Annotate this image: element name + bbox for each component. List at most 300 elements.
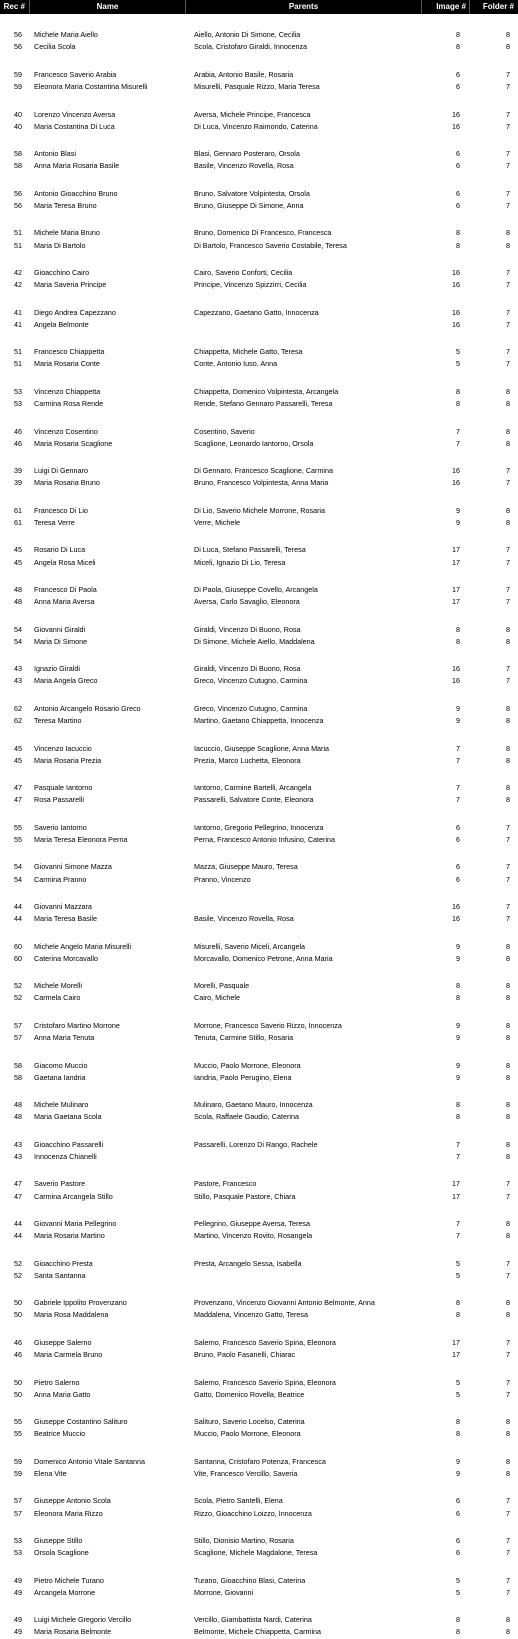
- table-row: [0, 1032, 518, 1044]
- table-row: [0, 663, 518, 675]
- parents-cell: Arabia, Antonio Basile, Rosaria: [194, 69, 294, 79]
- name-cell: Maria Teresa Bruno: [34, 200, 97, 210]
- rec-cell: 51: [14, 240, 22, 250]
- folder-cell: 7: [506, 1389, 510, 1399]
- rec-cell: 59: [14, 1468, 22, 1478]
- folder-cell: 7: [506, 874, 510, 884]
- rec-cell: 44: [14, 902, 22, 911]
- image-cell: 6: [456, 822, 460, 832]
- name-cell: Francesco Saverio Arabia: [34, 69, 117, 79]
- group-spacer: [0, 1599, 518, 1614]
- table-row: [0, 715, 518, 727]
- group-spacer: [0, 807, 518, 822]
- parents-cell: [186, 1151, 422, 1163]
- table-row: [0, 1456, 518, 1468]
- table-row: [0, 438, 518, 450]
- image-cell: 16: [452, 664, 460, 674]
- table-row: [0, 1258, 518, 1270]
- image-cell: 17: [452, 1337, 460, 1347]
- image-cell: 9: [456, 1468, 460, 1478]
- parents-cell: Scola, Cristofaro Giraldi, Innocenza: [194, 42, 308, 52]
- rec-cell: 49: [14, 1615, 22, 1625]
- table-row: [0, 29, 518, 41]
- parents-cell: Di Gennaro, Francesco Scaglione, Carmina: [194, 466, 334, 476]
- rec-cell: 49: [14, 1627, 22, 1637]
- image-cell: 9: [456, 1060, 460, 1070]
- rec-cell: 42: [14, 280, 22, 290]
- group-spacer: [0, 1480, 518, 1495]
- table-row: [0, 465, 518, 477]
- table-row: [0, 992, 518, 1004]
- parents-cell: Chiappetta, Domenico Volpintesta, Arcangela: [194, 386, 339, 396]
- folder-cell: 7: [506, 1270, 510, 1280]
- table-row: [0, 557, 518, 569]
- folder-cell: 7: [506, 1587, 510, 1597]
- rec-cell: 57: [14, 1508, 22, 1518]
- rec-cell: 59: [14, 82, 22, 92]
- image-cell: 6: [456, 188, 460, 198]
- folder-cell: 8: [506, 624, 510, 634]
- folder-cell: 7: [506, 359, 510, 369]
- parents-cell: Basile, Vincenzo Rovella, Rosa: [194, 914, 294, 924]
- table-row: [0, 1614, 518, 1626]
- folder-cell: 7: [506, 69, 510, 79]
- table-row: [0, 505, 518, 517]
- name-cell: Maria Saveria Principe: [34, 280, 107, 290]
- image-cell: 5: [456, 1389, 460, 1399]
- table-row: [0, 1060, 518, 1072]
- image-cell: 9: [456, 953, 460, 963]
- parents-cell: Giraldi, Vincenzo Di Buono, Rosa: [194, 664, 301, 674]
- name-cell: Francesco Di Paola: [34, 585, 97, 594]
- table-row: [0, 517, 518, 529]
- folder-cell: 7: [506, 149, 510, 159]
- parents-cell: Turano, Gioacchino Blasi, Caterina: [194, 1575, 306, 1585]
- name-cell: Maria Rosa Maddalena: [34, 1310, 109, 1320]
- rec-cell: 52: [14, 1270, 22, 1280]
- parents-cell: Stillo, Pasquale Pastore, Chiara: [194, 1191, 296, 1201]
- header-image: Image #: [422, 0, 470, 14]
- table-row: [0, 782, 518, 794]
- table-row: [0, 953, 518, 965]
- rec-cell: 53: [14, 386, 22, 396]
- image-cell: 6: [456, 69, 460, 79]
- name-cell: Maria Angela Greco: [34, 676, 98, 686]
- name-cell: Orsola Scaglione: [34, 1548, 89, 1558]
- parents-cell: Di Paola, Giuseppe Covello, Arcangela: [194, 585, 318, 594]
- folder-cell: 8: [506, 783, 510, 793]
- parents-cell: Rizzo, Gioacchino Loizzo, Innocenza: [194, 1508, 312, 1518]
- rec-cell: 52: [14, 1258, 22, 1268]
- name-cell: Teresa Martino: [34, 716, 82, 726]
- table-row: [0, 307, 518, 319]
- table-row: [0, 346, 518, 358]
- table-row: [0, 81, 518, 93]
- group-spacer: [0, 569, 518, 584]
- rec-cell: 46: [14, 1337, 22, 1347]
- folder-cell: 8: [506, 240, 510, 250]
- group-spacer: [0, 1005, 518, 1020]
- image-cell: 8: [456, 1615, 460, 1625]
- rec-cell: 62: [14, 703, 22, 713]
- rec-cell: 49: [14, 1587, 22, 1597]
- group-spacer: [0, 1559, 518, 1574]
- name-cell: Carmina Pranno: [34, 874, 87, 884]
- image-cell: 16: [452, 280, 460, 290]
- parents-cell: Conte, Antonio Iuso, Anna: [194, 359, 278, 369]
- group-spacer: [0, 212, 518, 227]
- image-cell: 6: [456, 1548, 460, 1558]
- name-cell: Michele Maria Aiello: [34, 30, 98, 40]
- image-cell: 8: [456, 624, 460, 634]
- name-cell: Gaetana Iandria: [34, 1072, 86, 1082]
- rec-cell: 55: [14, 1429, 22, 1439]
- image-cell: 16: [452, 319, 460, 329]
- name-cell: Elena Vite: [34, 1468, 67, 1478]
- parents-cell: Morcavallo, Domenico Petrone, Anna Maria: [194, 953, 333, 963]
- name-cell: Carmina Rosa Rende: [34, 399, 104, 409]
- image-cell: 9: [456, 1456, 460, 1466]
- table-row: [0, 1575, 518, 1587]
- parents-cell: Santanna, Cristofaro Potenza, Francesca: [194, 1456, 326, 1466]
- table-row: [0, 794, 518, 806]
- parents-cell: Martino, Gaetano Chiappetta, Innocenza: [194, 716, 324, 726]
- table-row: [0, 148, 518, 160]
- folder-cell: 8: [506, 386, 510, 396]
- rec-cell: 44: [14, 1219, 22, 1228]
- folder-cell: 7: [506, 319, 510, 329]
- table-row: [0, 188, 518, 200]
- rec-cell: 47: [14, 1179, 22, 1189]
- rec-cell: 47: [14, 783, 22, 793]
- table-row: [0, 1535, 518, 1547]
- table-row: [0, 1626, 518, 1638]
- table-header: [0, 0, 518, 14]
- parents-cell: Iandria, Paolo Perugino, Elena: [194, 1072, 292, 1082]
- group-spacer: [0, 608, 518, 623]
- group-spacer: [0, 1124, 518, 1139]
- rec-cell: 40: [14, 121, 22, 131]
- folder-cell: 7: [506, 914, 510, 924]
- parents-cell: Pellegrino, Giuseppe Aversa, Teresa: [194, 1219, 311, 1228]
- folder-cell: 7: [506, 1508, 510, 1518]
- folder-cell: 8: [506, 426, 510, 436]
- parents-cell: Passarelli, Salvatore Conte, Eleonora: [194, 795, 314, 805]
- folder-cell: 7: [506, 664, 510, 674]
- table-row: [0, 1349, 518, 1361]
- table-row: [0, 267, 518, 279]
- image-cell: 9: [456, 505, 460, 515]
- name-cell: Giovanni Simone Mazza: [34, 862, 112, 872]
- folder-cell: 7: [506, 1337, 510, 1347]
- name-cell: Maria Teresa Basile: [34, 914, 97, 924]
- name-cell: Domenico Antonio Vitale Santanna: [34, 1456, 145, 1466]
- parents-cell: Mazza, Giuseppe Mauro, Teresa: [194, 862, 298, 872]
- header-name: Name: [30, 0, 186, 14]
- folder-cell: 8: [506, 1112, 510, 1122]
- image-cell: 8: [456, 1310, 460, 1320]
- table-row: [0, 743, 518, 755]
- image-cell: 5: [456, 1377, 460, 1387]
- folder-cell: 8: [506, 1417, 510, 1427]
- rec-cell: 39: [14, 466, 22, 476]
- rec-cell: 55: [14, 1417, 22, 1427]
- name-cell: Michele Maria Bruno: [34, 228, 100, 238]
- name-cell: Lorenzo Vincenzo Aversa: [34, 109, 116, 119]
- table-row: [0, 1547, 518, 1559]
- parents-cell: Scola, Raffaele Gaudio, Caterina: [194, 1112, 299, 1122]
- folder-cell: 7: [506, 188, 510, 198]
- image-cell: 8: [456, 993, 460, 1003]
- parents-cell: Capezzano, Gaetano Gatto, Innocenza: [194, 307, 319, 317]
- folder-cell: 8: [506, 1033, 510, 1043]
- parents-cell: Greco, Vincenzo Cutugno, Carmina: [194, 703, 308, 713]
- folder-cell: 7: [506, 280, 510, 290]
- parents-cell: Cairo, Saverio Conforti, Cecilia: [194, 268, 293, 277]
- parents-cell: Perna, Francesco Antonio Infusino, Caterina: [194, 834, 336, 844]
- table-row: [0, 901, 518, 913]
- rec-cell: 42: [14, 268, 22, 277]
- table-row: [0, 426, 518, 438]
- rec-cell: 44: [14, 914, 22, 924]
- name-cell: Teresa Verre: [34, 517, 75, 527]
- parents-cell: Gatto, Domenico Rovella, Beatrice: [194, 1389, 305, 1399]
- folder-cell: 8: [506, 941, 510, 951]
- group-spacer: [0, 648, 518, 663]
- name-cell: Carmina Arcangela Stillo: [34, 1191, 113, 1201]
- name-cell: Ignazio Giraldi: [34, 664, 80, 674]
- folder-cell: 7: [506, 478, 510, 488]
- folder-cell: 7: [506, 585, 510, 594]
- folder-cell: 8: [506, 1231, 510, 1241]
- group-spacer: [0, 1044, 518, 1059]
- header-rec: Rec #: [0, 0, 30, 14]
- name-cell: Innocenza Chianelli: [34, 1151, 97, 1161]
- name-cell: Eleonora Maria Rizzo: [34, 1508, 103, 1518]
- rec-cell: 56: [14, 30, 22, 40]
- folder-cell: 8: [506, 716, 510, 726]
- image-cell: 6: [456, 1536, 460, 1545]
- name-cell: Vincenzo Cosentino: [34, 426, 98, 436]
- name-cell: Maria Rosaria Scaglione: [34, 438, 113, 448]
- group-spacer: [0, 1242, 518, 1257]
- rec-cell: 45: [14, 755, 22, 765]
- rec-cell: 47: [14, 795, 22, 805]
- table-row: [0, 1468, 518, 1480]
- name-cell: Pasquale Iantorno: [34, 783, 93, 793]
- parents-cell: Iantorno, Carmine Bartelli, Arcangela: [194, 783, 312, 793]
- folder-cell: 8: [506, 993, 510, 1003]
- parents-cell: Muccio, Paolo Morrone, Eleonora: [194, 1060, 301, 1070]
- parents-cell: Morelli, Pasquale: [194, 981, 250, 991]
- group-spacer: [0, 252, 518, 267]
- folder-cell: 8: [506, 755, 510, 765]
- table-row: [0, 1139, 518, 1151]
- folder-cell: 7: [506, 597, 510, 607]
- folder-cell: 7: [506, 834, 510, 844]
- group-spacer: [0, 767, 518, 782]
- table-row: [0, 386, 518, 398]
- header-folder: Folder #: [482, 2, 514, 11]
- rec-cell: 56: [14, 188, 22, 198]
- image-cell: 6: [456, 200, 460, 210]
- name-cell: Antonio Gioacchino Bruno: [34, 188, 118, 198]
- parents-cell: Di Lio, Saverio Michele Morrone, Rosaria: [194, 505, 326, 515]
- folder-cell: 7: [506, 268, 510, 277]
- folder-cell: 8: [506, 228, 510, 238]
- image-cell: 9: [456, 1033, 460, 1043]
- rec-cell: 59: [14, 69, 22, 79]
- image-cell: 5: [456, 1270, 460, 1280]
- group-spacer: [0, 1163, 518, 1178]
- image-cell: 5: [456, 359, 460, 369]
- folder-cell: 8: [506, 1429, 510, 1439]
- name-cell: Michele Morelli: [34, 981, 82, 991]
- image-cell: 17: [452, 1350, 460, 1360]
- name-cell: Gabriele Ippolito Provenzano: [34, 1298, 127, 1308]
- parents-cell: Scaglione, Leonardo Iantorno, Orsola: [194, 438, 314, 448]
- parents-cell: Bruno, Domenico Di Francesco, Francesca: [194, 228, 332, 238]
- parents-cell: Scola, Pietro Santelli, Elena: [194, 1496, 283, 1506]
- parents-cell: Di Luca, Stefano Passarelli, Teresa: [194, 545, 306, 555]
- folder-cell: 8: [506, 1020, 510, 1030]
- folder-cell: 8: [506, 953, 510, 963]
- parents-cell: Pastore, Francesco: [194, 1179, 257, 1189]
- parents-cell: Morrone, Giovanni: [194, 1587, 254, 1597]
- rec-cell: 52: [14, 981, 22, 991]
- rec-cell: 40: [14, 109, 22, 119]
- rec-cell: 45: [14, 743, 22, 753]
- name-cell: Saverio Iantorno: [34, 822, 87, 832]
- rec-cell: 43: [14, 1139, 22, 1149]
- folder-cell: 7: [506, 1258, 510, 1268]
- name-cell: Angela Belmonte: [34, 319, 89, 329]
- group-spacer: [0, 490, 518, 505]
- name-cell: Arcangela Morrone: [34, 1587, 96, 1597]
- parents-cell: Morrone, Francesco Saverio Rizzo, Innocenza: [194, 1020, 342, 1030]
- name-cell: Maria Di Bartolo: [34, 240, 86, 250]
- table-row: [0, 861, 518, 873]
- name-cell: Giuseppe Salerno: [34, 1337, 92, 1347]
- parents-cell: Verre, Michele: [194, 517, 240, 527]
- rec-cell: 62: [14, 716, 22, 726]
- image-cell: 16: [452, 478, 460, 488]
- rec-cell: 46: [14, 438, 22, 448]
- name-cell: Michele Mulinaro: [34, 1100, 89, 1110]
- rec-cell: 58: [14, 1060, 22, 1070]
- rec-cell: 57: [14, 1033, 22, 1043]
- folder-cell: 8: [506, 399, 510, 409]
- group-spacer: [0, 688, 518, 703]
- rec-cell: 46: [14, 426, 22, 436]
- name-cell: Maria Rosaria Bruno: [34, 478, 100, 488]
- rec-cell: 54: [14, 862, 22, 872]
- rec-cell: 50: [14, 1298, 22, 1308]
- image-cell: 9: [456, 1072, 460, 1082]
- group-spacer: [0, 1401, 518, 1416]
- parents-cell: Chiappetta, Michele Gatto, Teresa: [194, 347, 303, 357]
- table-row: [0, 240, 518, 252]
- table-row: [0, 1099, 518, 1111]
- image-cell: 17: [452, 557, 460, 567]
- rec-cell: 45: [14, 557, 22, 567]
- folder-cell: 8: [506, 1615, 510, 1625]
- folder-cell: 8: [506, 1151, 510, 1161]
- name-cell: Michele Angelo Maria Misurelli: [34, 941, 132, 951]
- name-cell: Vincenzo Iacuccio: [34, 743, 92, 753]
- parents-cell: Greco, Vincenzo Cutugno, Carmina: [194, 676, 308, 686]
- parents-cell: Iacuccio, Giuseppe Scaglione, Anna Maria: [194, 743, 330, 753]
- group-spacer: [0, 925, 518, 940]
- parents-cell: Salituro, Saverio Locelso, Caterina: [194, 1417, 305, 1427]
- table-row: [0, 1389, 518, 1401]
- table-row: [0, 755, 518, 767]
- parents-cell: Bruno, Salvatore Volpintesta, Orsola: [194, 188, 310, 198]
- group-spacer: [0, 886, 518, 901]
- name-cell: Maria Rosaria Martino: [34, 1231, 105, 1241]
- parents-cell: Pranno, Vincenzo: [194, 874, 251, 884]
- parents-cell: Bruno, Paolo Fasanelli, Chiarac: [194, 1350, 296, 1360]
- name-cell: Rosario Di Luca: [34, 545, 86, 555]
- parents-cell: Giraldi, Vincenzo Di Buono, Rosa: [194, 624, 301, 634]
- image-cell: 7: [456, 438, 460, 448]
- table-row: [0, 636, 518, 648]
- table-row: [0, 358, 518, 370]
- parents-cell: Mulinaro, Gaetano Mauro, Innocenza: [194, 1100, 313, 1110]
- parents-cell: Vercillo, Giambattista Nardi, Caterina: [194, 1615, 312, 1625]
- parents-cell: Di Simone, Michele Aiello, Maddalena: [194, 636, 315, 646]
- rec-cell: 51: [14, 347, 22, 357]
- folder-cell: 8: [506, 42, 510, 52]
- image-cell: 5: [456, 1575, 460, 1585]
- image-cell: 7: [456, 795, 460, 805]
- image-cell: 9: [456, 1020, 460, 1030]
- parents-cell: Principe, Vincenzo Spizzirri, Cecilia: [194, 280, 307, 290]
- group-spacer: [0, 54, 518, 69]
- folder-cell: 8: [506, 438, 510, 448]
- table-row: [0, 69, 518, 81]
- image-cell: 7: [456, 755, 460, 765]
- table-row: [0, 1337, 518, 1349]
- image-cell: 8: [456, 386, 460, 396]
- name-cell: Anna Maria Aversa: [34, 597, 95, 607]
- folder-cell: 8: [506, 981, 510, 991]
- folder-cell: 7: [506, 200, 510, 210]
- image-cell: 6: [456, 874, 460, 884]
- rec-cell: 45: [14, 545, 22, 555]
- name-cell: Giuseppe Stillo: [34, 1536, 83, 1545]
- parents-cell: Maddalena, Vincenzo Gatto, Teresa: [194, 1310, 309, 1320]
- parents-cell: Di Luca, Vincenzo Raimondo, Caterina: [194, 121, 318, 131]
- name-cell: Carmela Cairo: [34, 993, 81, 1003]
- name-cell: Maria Di Simone: [34, 636, 88, 646]
- name-cell: Luigi Di Gennaro: [34, 466, 88, 476]
- folder-cell: 7: [506, 1377, 510, 1387]
- table-row: [0, 1508, 518, 1520]
- group-spacer: [0, 727, 518, 742]
- name-cell: Maria Costantina Di Luca: [34, 121, 115, 131]
- table-row: [0, 121, 518, 133]
- parents-cell: Bruno, Francesco Volpintesta, Anna Maria: [194, 478, 329, 488]
- image-cell: 16: [452, 902, 460, 911]
- image-cell: 7: [456, 1139, 460, 1149]
- image-cell: 16: [452, 676, 460, 686]
- group-spacer: [0, 93, 518, 108]
- name-cell: Anna Maria Gatto: [34, 1389, 91, 1399]
- image-cell: 9: [456, 517, 460, 527]
- image-cell: 6: [456, 1496, 460, 1506]
- folder-cell: 8: [506, 1219, 510, 1228]
